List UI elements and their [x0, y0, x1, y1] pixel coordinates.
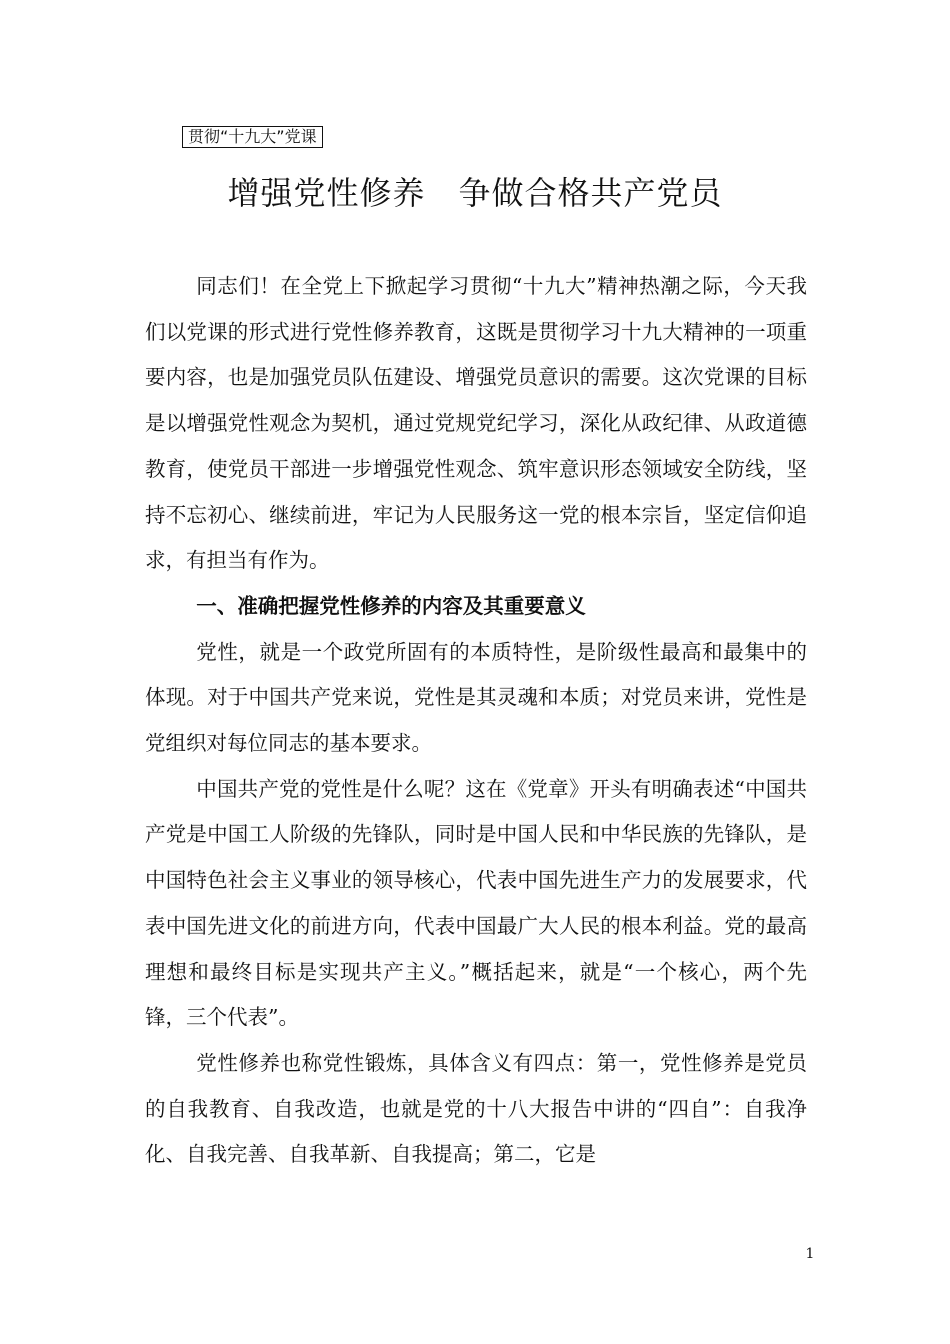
- page-number: 1: [805, 1246, 815, 1262]
- body-paragraph: 党性，就是一个政党所固有的本质特性，是阶级性最高和最集中的体现。对于中国共产党来说，党性是其灵魂和本质；对党员来讲，党性是党组织对每位同志的基本要求。: [145, 639, 807, 756]
- body-paragraph: 中国共产党的党性是什么呢？这在《党章》开头有明确表述“中国共产党是中国工人阶级的先锋队，同时是中国人民和中华民族的先锋队，是中国特色社会主义事业的领导核心，代表中国先进生产力的发展要求，代表中国先进文化的前进方向，代表中国最广大人民的根本利益。党的最高理想和最终目标是实现共产主义。”概括起来，就是“一个核心，两个先锋，三个代表”。: [145, 776, 807, 1030]
- document-tag: 贯彻“十九大”党课: [182, 126, 323, 148]
- document-title: 增强党性修养 争做合格共产党员: [227, 174, 723, 212]
- section-heading: 一、准确把握党性修养的内容及其重要意义: [196, 593, 586, 618]
- intro-paragraph: 同志们！在全党上下掀起学习贯彻“十九大”精神热潮之际，今天我们以党课的形式进行党性修养教育，这既是贯彻学习十九大精神的一项重要内容，也是加强党员队伍建设、增强党员意识的需要。这次党课的目标是以增强党性观念为契机，通过党规党纪学习，深化从政纪律、从政道德教育，使党员干部进一步增强党性观念、筑牢意识形态领域安全防线，坚持不忘初心、继续前进，牢记为人民服务这一党的根本宗旨，坚定信仰追求，有担当有作为。: [145, 274, 807, 573]
- document-body: [145, 264, 807, 1178]
- body-paragraph: 党性修养也称党性锻炼，具体含义有四点：第一，党性修养是党员的自我教育、自我改造，也就是党的十八大报告中讲的“四自”：自我净化、自我完善、自我革新、自我提高；第二，它是: [145, 1050, 807, 1167]
